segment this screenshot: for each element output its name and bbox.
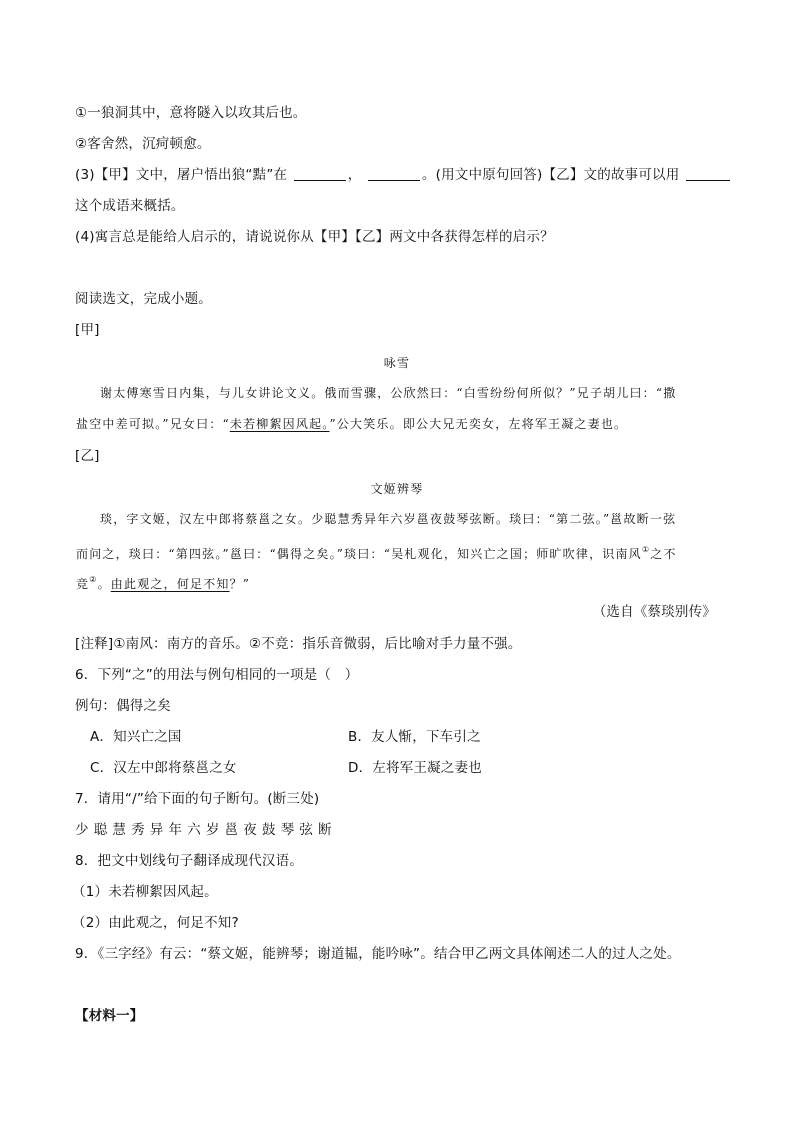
source-citation: （选自《蔡琰别传》 — [592, 604, 716, 620]
sentence-1: ①一狼洞其中，意将隧入以攻其后也。 — [75, 105, 307, 121]
underlined-sentence-2: 由此观之，何足不知 — [110, 577, 230, 591]
option-b[interactable]: B．友人惭，下车引之 — [348, 729, 481, 745]
question-8-item-1: （1）未若柳絮因风起。 — [72, 884, 218, 900]
question-8: 8．把文中划线句子翻译成现代汉语。 — [75, 853, 303, 869]
question-9: 9．《三字经》有云：“蔡文姬，能辨琴；谢道韫，能吟咏”。结合甲乙两文具体阐述二人的过人之处。 — [75, 946, 681, 962]
underlined-sentence-1: 未若柳絮因风起。 — [229, 417, 330, 431]
question-6: 6．下列“之”的用法与例句相同的一项是（ ） — [75, 667, 359, 683]
passage-jia-line-1: 谢太傅寒雪日内集，与儿女讲论文义。俄而雪骤，公欣然曰：“白雪纷纷何所似？”兄子胡儿曰：“撒 — [100, 386, 677, 400]
reading-intro: 阅读选文，完成小题。 — [75, 291, 212, 307]
title-wen-ji-bian-qin: 文姬辨琴 — [370, 482, 424, 496]
question-7: 7．请用“/”给下面的句子断句。(断三处) — [75, 791, 320, 807]
answer-blank-3[interactable] — [686, 166, 730, 181]
passage-jia-line-2: 盐空中差可拟。”兄女曰：“未若柳絮因风起。”公大笑乐。即公大兄无奕女，左将军王凝之妻也。 — [76, 417, 628, 431]
question-4: (4)寓言总是能给人启示的，请说说你从【甲】【乙】两文中各获得怎样的启示？ — [75, 229, 554, 245]
answer-blank-2[interactable] — [368, 166, 420, 181]
option-c[interactable]: C．汉左中郎将蔡邕之女 — [90, 760, 237, 776]
label-jia: [甲] — [75, 322, 100, 338]
question-3-continued: 这个成语来概括。 — [75, 198, 185, 214]
passage-yi-line-3: 竞②。由此观之，何足不知？” — [76, 575, 251, 591]
material-1-heading: 【材料一】 — [75, 1008, 144, 1024]
answer-blank-1[interactable] — [294, 166, 346, 181]
title-yong-xue: 咏雪 — [383, 356, 411, 370]
passage-yi-line-1: 琰，字文姬，汉左中郎将蔡邕之女。少聪慧秀异年六岁邕夜鼓琴弦断。琰曰：“第二弦。”邕故断一弦 — [100, 512, 677, 526]
option-a[interactable]: A．知兴亡之国 — [90, 729, 182, 745]
option-d[interactable]: D．左将军王凝之妻也 — [348, 760, 482, 776]
question-8-item-2: （2）由此观之，何足不知? — [72, 915, 239, 931]
sentence-2: ②客舍然，沉疴顿愈。 — [75, 136, 211, 152]
annotation: [注释]①南风：南方的音乐。②不竞：指乐音微弱，后比喻对手力量不强。 — [75, 636, 522, 652]
question-3: (3)【甲】文中，屠户悟出狼“黠”在 ， 。(用文中原句回答)【乙】文的故事可以用 — [75, 165, 732, 185]
label-yi: [乙] — [75, 448, 100, 464]
passage-yi-line-2: 而问之，琰曰：“第四弦。”邕曰：“偶得之矣。”琰曰：“吴札观化，知兴亡之国；师旷吹律，识南风①之不 — [76, 545, 677, 561]
question-7-text: 少聪慧秀异年六岁邕夜鼓琴弦断 — [75, 822, 337, 838]
question-6-example: 例句：偶得之矣 — [75, 698, 171, 714]
